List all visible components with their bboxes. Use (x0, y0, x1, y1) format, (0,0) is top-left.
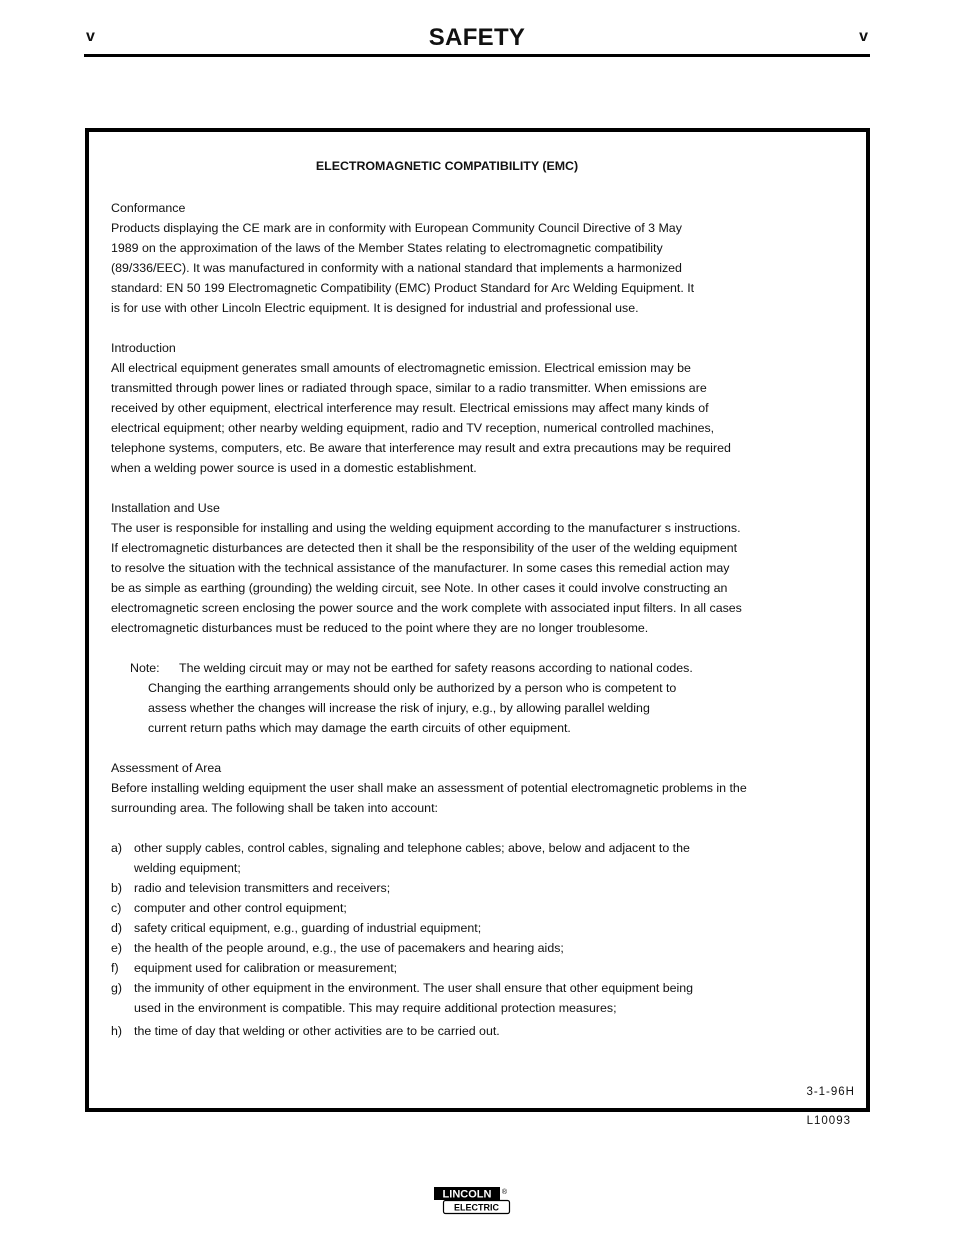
text-line: be as simple as earthing (grounding) the welding circuit, see Note. In other cases it could involve constructing an (111, 581, 728, 595)
list-letter: f) (111, 961, 119, 975)
logo-top-text: LINCOLN (442, 1188, 492, 1201)
text-line: The user is responsible for installing and using the welding equipment according to the manufacturer s instructions. (111, 521, 741, 535)
text-line: transmitted through power lines or radiated through space, similar to a radio transmitter. When emissions are (111, 381, 707, 395)
logo-bottom-text: ELECTRIC (454, 1202, 499, 1213)
text-line: current return paths which may damage the earth circuits of other equipment. (148, 721, 571, 735)
text-line: telephone systems, computers, etc. Be aware that interference may result and extra precautions may be required (111, 441, 731, 455)
text-line: 1989 on the approximation of the laws of the Member States relating to electromagnetic compatibility (111, 241, 663, 255)
list-letter: h) (111, 1024, 123, 1038)
text-line: Before installing welding equipment the user shall make an assessment of potential electromagnetic problems in the (111, 781, 747, 795)
note-block (111, 658, 811, 738)
text-line: when a welding power source is used in a domestic establishment. (111, 461, 477, 475)
text-line: The welding circuit may or may not be earthed for safety reasons according to national codes. (179, 661, 693, 675)
text-line: computer and other control equipment; (134, 901, 347, 915)
text-line: other supply cables, control cables, signaling and telephone cables; above, below and adjacent to the (134, 841, 690, 855)
list-letter: c) (111, 901, 122, 915)
list-letter: g) (111, 981, 123, 995)
list-item (111, 958, 811, 978)
text-line: (89/336/EEC). It was manufactured in conformity with a national standard that implements a harmonized (111, 261, 682, 275)
text-line: radio and television transmitters and receivers; (134, 881, 391, 895)
conformance-section (111, 198, 811, 318)
note-label: Note: (130, 661, 160, 675)
page-header (84, 22, 870, 57)
text-line: assess whether the changes will increase the risk of injury, e.g., by allowing parallel welding (148, 701, 650, 715)
text-line: used in the environment is compatible. This may require additional protection measures; (134, 1001, 617, 1015)
list-letter: a) (111, 841, 123, 855)
page-number-left: v (86, 28, 95, 45)
text-line: the time of day that welding or other activities are to be carried out. (134, 1024, 500, 1038)
list-letter: b) (111, 881, 123, 895)
introduction-section (111, 338, 811, 478)
lincoln-electric-logo (433, 1186, 511, 1216)
revision-code: 3-1-96H (806, 1086, 855, 1098)
list-item (111, 838, 811, 878)
list-item (111, 1021, 811, 1041)
text-line: to resolve the situation with the technical assistance of the manufacturer. In some cases this remedial action may (111, 561, 730, 575)
list-item (111, 898, 811, 918)
emc-title: ELECTROMAGNETIC COMPATIBILITY (EMC) (315, 159, 579, 173)
section-heading: Introduction (111, 341, 176, 355)
text-line: welding equipment; (134, 861, 241, 875)
assessment-list (111, 838, 811, 1041)
section-heading: Conformance (111, 201, 186, 215)
text-line: Changing the earthing arrangements should only be authorized by a person who is competent to (148, 681, 677, 695)
text-line: If electromagnetic disturbances are detected then it shall be the responsibility of the user of the welding equipment (111, 541, 738, 555)
list-item (111, 878, 811, 898)
page-title: SAFETY (428, 24, 526, 51)
list-item (111, 918, 811, 938)
text-line: electrical equipment; other nearby welding equipment, radio and TV reception, numerical controlled machines, (111, 421, 715, 435)
section-heading: Assessment of Area (111, 761, 222, 775)
text-line: standard: EN 50 199 Electromagnetic Compatibility (EMC) Product Standard for Arc Welding Equipment. It (111, 281, 695, 295)
list-letter: d) (111, 921, 123, 935)
text-line: safety critical equipment, e.g., guarding of industrial equipment; (134, 921, 482, 935)
list-letter: e) (111, 941, 123, 955)
text-line: the health of the people around, e.g., the use of pacemakers and hearing aids; (134, 941, 564, 955)
page-number-right: v (859, 28, 868, 45)
logo-mark: ® (501, 1189, 508, 1196)
text-line: All electrical equipment generates small amounts of electromagnetic emission. Electrical emission may be (111, 361, 691, 375)
text-line: the immunity of other equipment in the environment. The user shall ensure that other equipment being (134, 981, 694, 995)
document-code: L10093 (806, 1115, 851, 1127)
list-item (111, 978, 811, 1018)
installation-section (111, 498, 811, 638)
text-line: electromagnetic screen enclosing the power source and the work complete with associated input filters. In all cases (111, 601, 742, 615)
text-line: Products displaying the CE mark are in conformity with European Community Council Directive of 3 May (111, 221, 682, 235)
assessment-section (111, 758, 811, 818)
text-line: equipment used for calibration or measurement; (134, 961, 398, 975)
emc-content (111, 156, 811, 1041)
text-line: received by other equipment, electrical interference may result. Electrical emissions may affect many kinds of (111, 401, 709, 415)
text-line: surrounding area. The following shall be taken into account: (111, 801, 438, 815)
text-line: electromagnetic disturbances must be reduced to the point where they are no longer troublesome. (111, 621, 649, 635)
list-item (111, 938, 811, 958)
section-heading: Installation and Use (111, 501, 220, 515)
text-line: is for use with other Lincoln Electric equipment. It is designed for industrial and professional use. (111, 301, 639, 315)
